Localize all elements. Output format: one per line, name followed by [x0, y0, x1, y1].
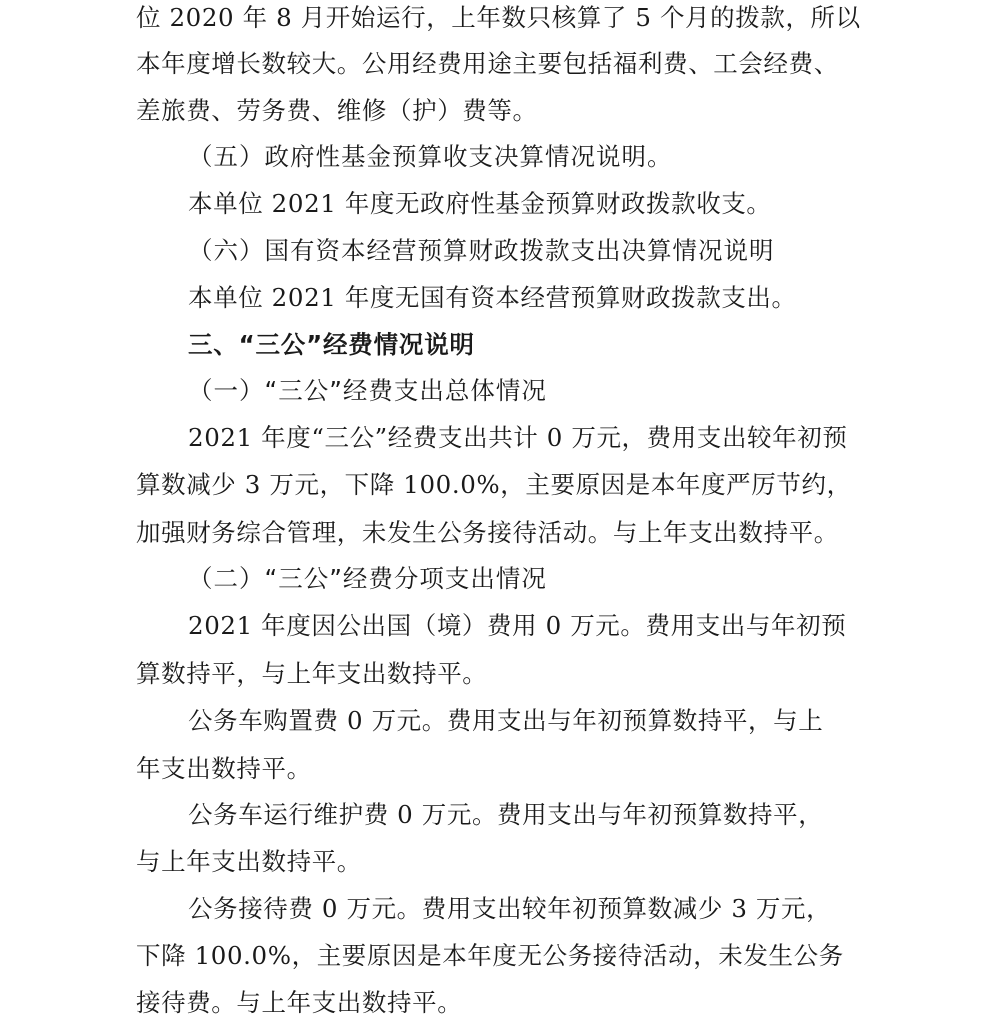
paragraph-line: 2021 年度“三公”经费支出共计 0 万元，费用支出较年初预 [188, 423, 848, 452]
chapter-heading-3: 三、“三公”经费情况说明 [188, 330, 475, 359]
subsection-heading-1: （一）“三公”经费支出总体情况 [188, 376, 547, 405]
subsection-heading-2: （二）“三公”经费分项支出情况 [188, 564, 547, 593]
paragraph-line: 本年度增长数较大。公用经费用途主要包括福利费、工会经费、 [136, 49, 839, 78]
paragraph-line: 差旅费、劳务费、维修（护）费等。 [136, 96, 538, 125]
paragraph-line: 与上年支出数持平。 [136, 847, 362, 876]
paragraph-line: 本单位 2021 年度无国有资本经营预算财政拨款支出。 [188, 283, 797, 312]
section-heading-6: （六）国有资本经营预算财政拨款支出决算情况说明 [188, 236, 775, 265]
paragraph-line: 本单位 2021 年度无政府性基金预算财政拨款收支。 [188, 189, 772, 218]
paragraph-line: 下降 100.0%，主要原因是本年度无公务接待活动，未发生公务 [136, 941, 844, 970]
paragraph-line: 2021 年度因公出国（境）费用 0 万元。费用支出与年初预 [188, 611, 847, 640]
section-heading-5: （五）政府性基金预算收支决算情况说明。 [188, 142, 673, 171]
paragraph-line: 算数持平，与上年支出数持平。 [136, 659, 488, 688]
paragraph-line: 年支出数持平。 [136, 754, 312, 783]
paragraph-line: 算数减少 3 万元，下降 100.0%，主要原因是本年度严厉节约， [136, 470, 852, 499]
paragraph-line: 公务车运行维护费 0 万元。费用支出与年初预算数持平， [188, 800, 824, 829]
paragraph-line: 加强财务综合管理，未发生公务接待活动。与上年支出数持平。 [136, 518, 839, 547]
paragraph-line: 位 2020 年 8 月开始运行，上年数只核算了 5 个月的拨款，所以 [136, 3, 861, 32]
paragraph-line: 接待费。与上年支出数持平。 [136, 988, 463, 1017]
paragraph-line: 公务车购置费 0 万元。费用支出与年初预算数持平，与上 [188, 706, 824, 735]
paragraph-line: 公务接待费 0 万元。费用支出较年初预算数减少 3 万元， [188, 894, 832, 923]
